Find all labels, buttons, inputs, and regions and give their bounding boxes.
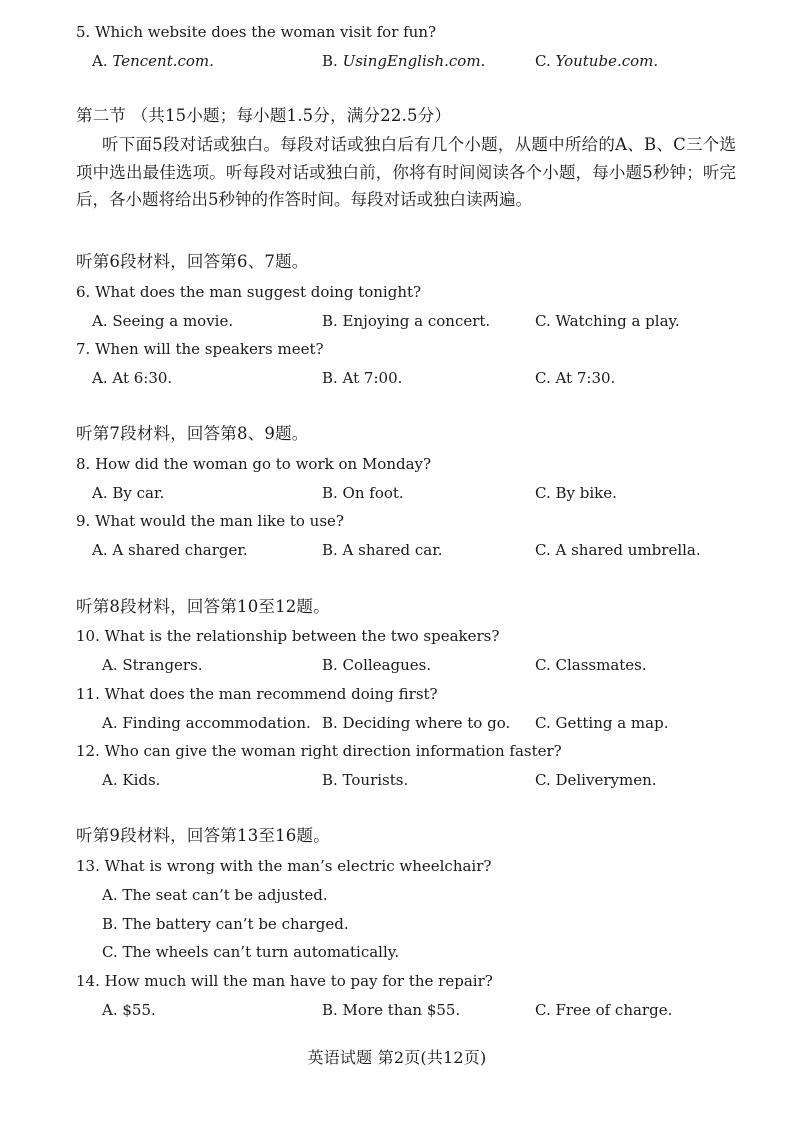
question-7-option-b: B. At 7:00. bbox=[322, 369, 403, 387]
material-8-intro: 听第8段材料，回答第10至12题。 bbox=[76, 597, 330, 616]
question-10-option-c: C. Classmates. bbox=[535, 656, 647, 674]
question-11-option-c: C. Getting a map. bbox=[535, 714, 669, 732]
question-6-option-b: B. Enjoying a concert. bbox=[322, 312, 491, 330]
question-14-stem: 14. How much will the man have to pay for the repair? bbox=[76, 972, 493, 990]
section-2-instructions: 听下面5段对话或独白。每段对话或独白后有几个小题，从题中所给的A、B、C三个选项中选出最佳选项。听每段对话或独白前，你将有时间阅读各个小题，每小题5秒钟；听完后，各小题将给出5秒钟的作答时间。每段对话或独白读两遍。 bbox=[76, 135, 736, 209]
material-7-intro: 听第7段材料，回答第8、9题。 bbox=[76, 424, 309, 443]
question-12-option-c: C. Deliverymen. bbox=[535, 771, 657, 789]
question-10-option-b: B. Colleagues. bbox=[322, 656, 432, 674]
question-5-option-b: B. UsingEnglish.com. bbox=[322, 52, 486, 70]
section-2-heading: 第二节 （共15小题；每小题1.5分，满分22.5分） bbox=[76, 106, 452, 125]
question-13-option-b: B. The battery can’t be charged. bbox=[102, 915, 349, 933]
question-7-option-a: A. At 6:30. bbox=[92, 369, 173, 387]
question-12-option-a: A. Kids. bbox=[102, 771, 161, 789]
question-7-option-c: C. At 7:30. bbox=[535, 369, 616, 387]
question-6-option-c: C. Watching a play. bbox=[535, 312, 680, 330]
question-10-stem: 10. What is the relationship between the two speakers? bbox=[76, 627, 500, 645]
question-13-stem: 13. What is wrong with the man’s electric wheelchair? bbox=[76, 857, 492, 875]
question-8-option-a: A. By car. bbox=[92, 484, 165, 502]
page-footer: 英语试题 第2页(共12页) bbox=[307, 1048, 487, 1067]
question-9-stem: 9. What would the man like to use? bbox=[76, 512, 344, 530]
question-14-option-b: B. More than $55. bbox=[322, 1001, 461, 1019]
material-9-intro: 听第9段材料，回答第13至16题。 bbox=[76, 826, 330, 845]
question-10-option-a: A. Strangers. bbox=[102, 656, 203, 674]
question-9-option-b: B. A shared car. bbox=[322, 541, 443, 559]
question-13-option-c: C. The wheels can’t turn automatically. bbox=[102, 943, 400, 961]
question-8-stem: 8. How did the woman go to work on Monday? bbox=[76, 455, 432, 473]
question-5-option-a: A. Tencent.com. bbox=[92, 52, 214, 70]
question-6-stem: 6. What does the man suggest doing tonight? bbox=[76, 283, 422, 301]
question-12-option-b: B. Tourists. bbox=[322, 771, 409, 789]
question-8-option-b: B. On foot. bbox=[322, 484, 404, 502]
question-5-option-c: C. Youtube.com. bbox=[535, 52, 659, 70]
question-8-option-c: C. By bike. bbox=[535, 484, 617, 502]
question-11-option-b: B. Deciding where to go. bbox=[322, 714, 511, 732]
question-14-option-a: A. $55. bbox=[102, 1001, 156, 1019]
question-14-option-c: C. Free of charge. bbox=[535, 1001, 673, 1019]
question-7-stem: 7. When will the speakers meet? bbox=[76, 340, 324, 358]
question-12-stem: 12. Who can give the woman right direction information faster? bbox=[76, 742, 562, 760]
question-9-option-c: C. A shared umbrella. bbox=[535, 541, 701, 559]
question-11-stem: 11. What does the man recommend doing first? bbox=[76, 685, 438, 703]
question-11-option-a: A. Finding accommodation. bbox=[102, 714, 311, 732]
question-6-option-a: A. Seeing a movie. bbox=[92, 312, 234, 330]
material-6-intro: 听第6段材料，回答第6、7题。 bbox=[76, 252, 309, 271]
question-9-option-a: A. A shared charger. bbox=[92, 541, 248, 559]
question-5-stem: 5. Which website does the woman visit for fun? bbox=[76, 23, 437, 41]
question-13-option-a: A. The seat can’t be adjusted. bbox=[102, 886, 328, 904]
